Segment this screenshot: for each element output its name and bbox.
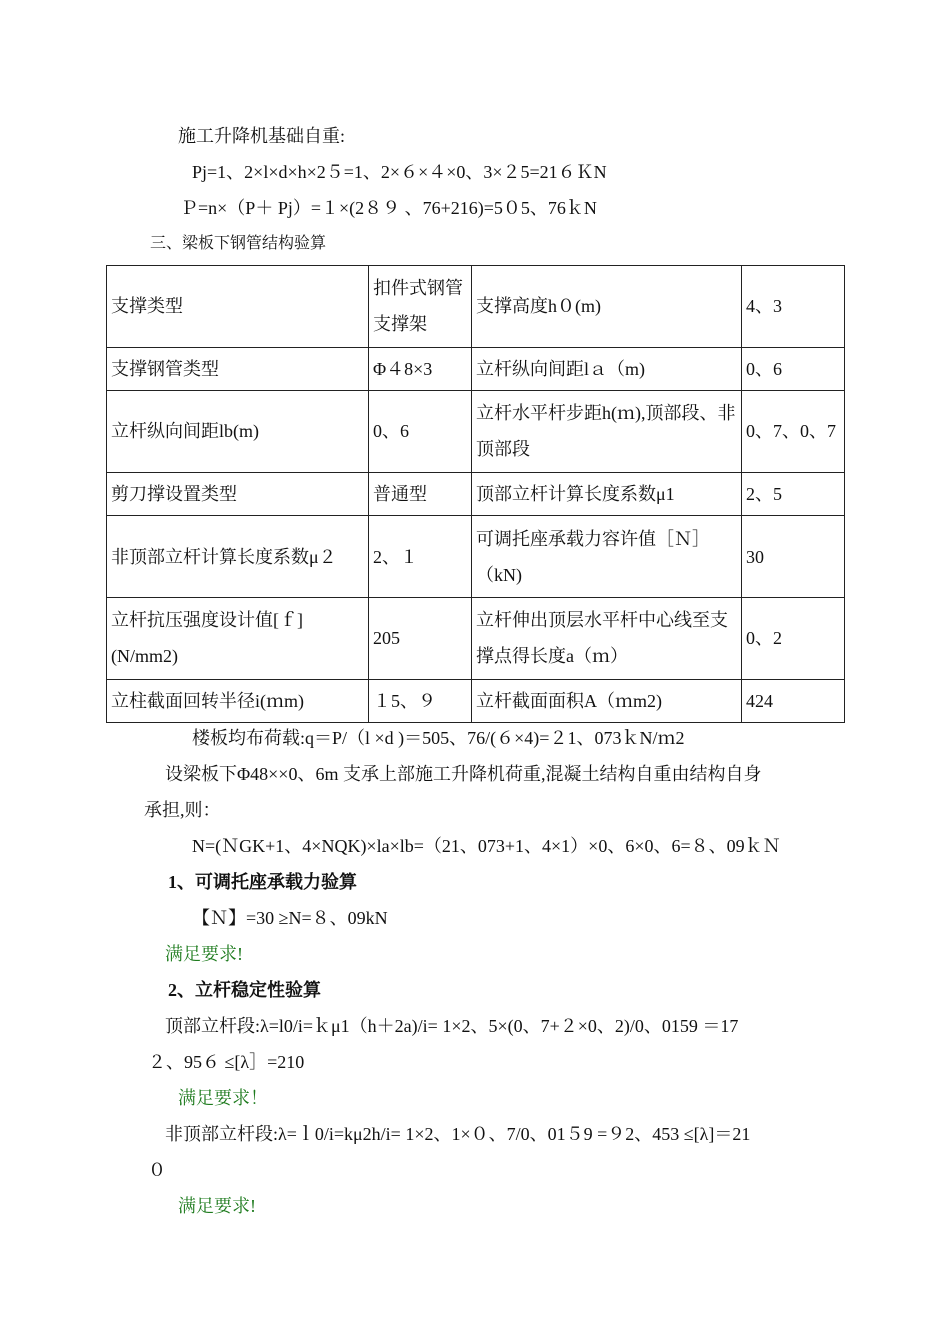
floor-load-formula: 楼板均布荷载:q＝P/（l ×d )＝505、76/(６×4)=２1、073ｋN/ｍ2 [192,728,685,748]
table-cell: 0、7、0、7 [742,391,845,473]
parameter-table [106,265,845,723]
table-cell: 立杆截面面积A（ｍm2) [472,679,742,723]
table-cell: 立柱截面回转半径i(ｍm) [107,679,369,723]
p-formula: Ｐ=n×（P＋ Pj）=１×(2８９ 、76+216)=5０5、76ｋN [180,198,597,218]
section-title: 三、梁板下钢管结构验算 [150,235,327,252]
table-cell: 普通型 [369,472,472,515]
table-cell: 424 [742,679,845,723]
non-top-segment-formula-cont: ０ [148,1160,166,1180]
table-cell: 4、3 [742,266,845,348]
table-cell: 立杆水平杆步距h(ｍ),顶部段、非顶部段 [472,391,742,473]
table-row [107,516,845,598]
bearing-check-formula: 【Ｎ】=30 ≥N=８、09kN [192,908,388,928]
table-cell: 立杆伸出顶层水平杆中心线至支撑点得长度a（ｍ） [472,597,742,679]
table-cell: 0、6 [742,347,845,390]
satisfied-note: 满足要求! [178,1196,256,1216]
table-row [107,472,845,515]
table-cell: 顶部立杆计算长度系数μ1 [472,472,742,515]
table-row [107,391,845,473]
heading-bearing-check: 1、可调托座承载力验算 [168,872,357,892]
table-cell: 0、6 [369,391,472,473]
pj-formula: Pj=1、2×l×d×h×2５=1、2×６×４×0、3×２5=21６ＫN [192,162,607,182]
table-cell: 205 [369,597,472,679]
assumption-text: 设梁板下Φ48××0、6m 支承上部施工升降机荷重,混凝土结构自重由结构自身 [165,764,762,784]
table-cell: Φ４8×3 [369,347,472,390]
table-cell: 可调托座承载力容许值［Ｎ］（kN) [472,516,742,598]
table-cell: 30 [742,516,845,598]
table-row [107,597,845,679]
table-cell: 非顶部立杆计算长度系数μ２ [107,516,369,598]
table-cell: 支撑类型 [107,266,369,348]
table-cell: 2、5 [742,472,845,515]
foundation-title: 施工升降机基础自重: [178,126,346,146]
n-formula: N=(ＮGK+1、4×NQK)×la×lb=（21、073+1、4×1）×0、6×0、6=８、09ｋＮ [192,836,781,856]
satisfied-note: 满足要求！ [178,1088,268,1108]
satisfied-note: 满足要求! [165,944,243,964]
table-cell: 剪刀撑设置类型 [107,472,369,515]
table-row [107,266,845,348]
table-row [107,679,845,723]
top-segment-formula-cont: ２、95６ ≤[λ］=210 [148,1052,305,1072]
non-top-segment-formula: 非顶部立杆段:λ=ｌ0/i=kμ2h/i= 1×2、1×０、7/0、01５9 =９2、453 ≤[λ]＝21 [165,1124,751,1144]
table-cell: 2、１ [369,516,472,598]
table-cell: 立杆纵向间距lb(m) [107,391,369,473]
table-row [107,347,845,390]
table-cell: 支撑钢管类型 [107,347,369,390]
table-cell: １5、９ [369,679,472,723]
top-segment-formula: 顶部立杆段:λ=l0/i=ｋμ1（h＋2a)/i= 1×2、5×(0、7+２×0、2)/0、0159 ＝17 [165,1016,739,1036]
table-cell: 立杆抗压强度设计值[ｆ](N/mm2) [107,597,369,679]
table-cell: 支撑高度h０(m) [472,266,742,348]
table-cell: 扣件式钢管支撑架 [369,266,472,348]
heading-stability-check: 2、立杆稳定性验算 [168,980,321,1000]
assumption-text-cont: 承担,则： [144,800,221,820]
table-cell: 立杆纵向间距lａ（m) [472,347,742,390]
table-cell: 0、2 [742,597,845,679]
